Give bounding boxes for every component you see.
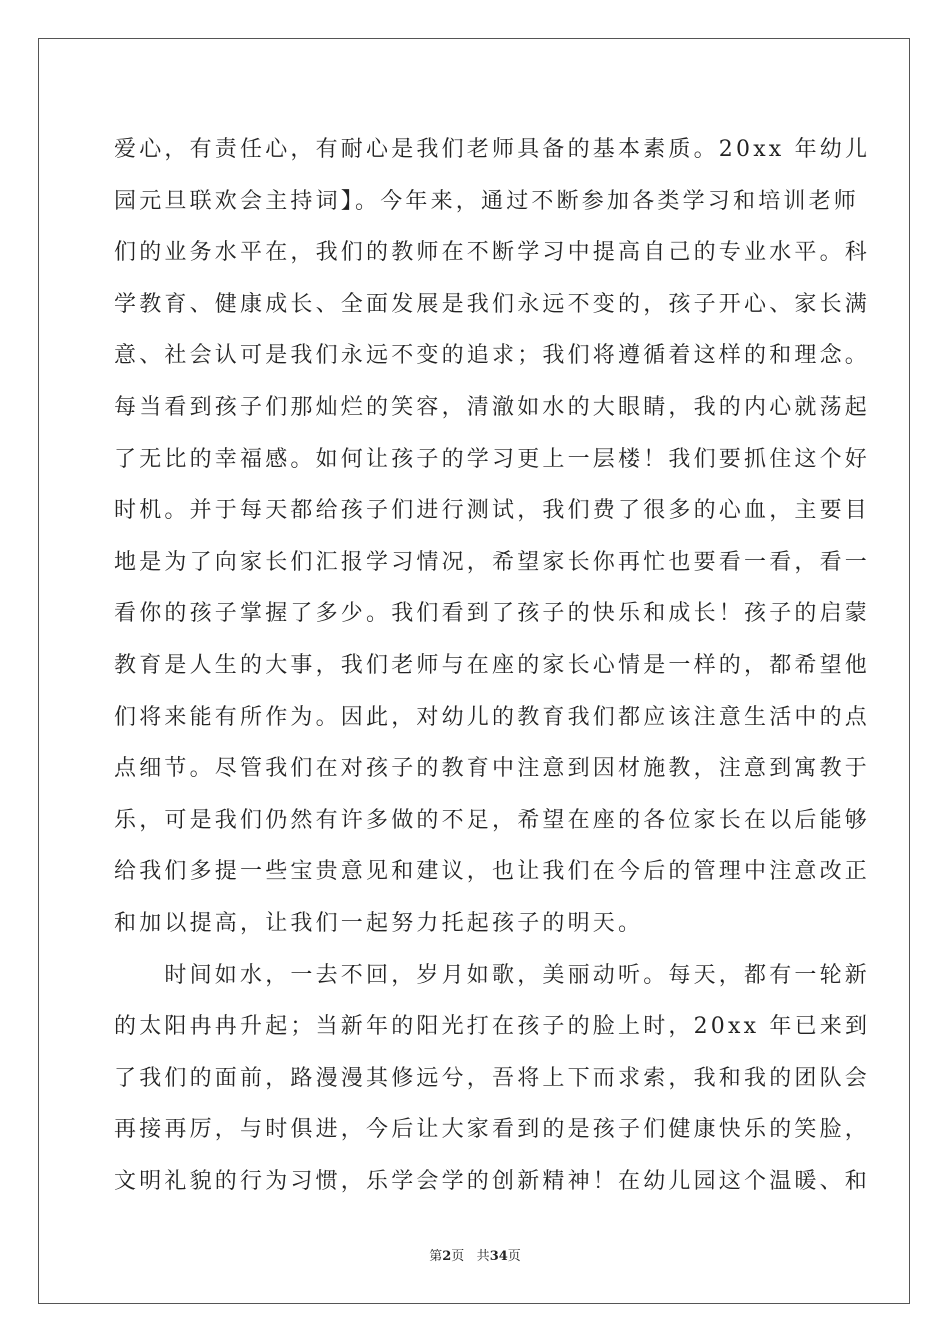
text-line: 点细节。尽管我们在对孩子的教育中注意到因材施教，注意到寓教于 xyxy=(114,756,871,782)
text-line: 地是为了向家长们汇报学习情况，希望家长你再忙也要看一看，看一 xyxy=(114,549,871,575)
text-line: 学教育、健康成长、全面发展是我们永远不变的，孩子开心、家长满 xyxy=(114,291,871,317)
text-line: 爱心，有责任心，有耐心是我们老师具备的基本素质。20xx 年幼儿 xyxy=(114,137,871,162)
text-line: 文明礼貌的行为习惯，乐学会学的创新精神！在幼儿园这个温暖、和 xyxy=(114,1168,871,1194)
text-line: 园元旦联欢会主持词】。今年来，通过不断参加各类学习和培训老师 xyxy=(114,188,860,214)
document-body xyxy=(114,124,871,1207)
text-line: 每当看到孩子们那灿烂的笑容，清澈如水的大眼睛，我的内心就荡起 xyxy=(114,394,871,420)
text-line: 了无比的幸福感。如何让孩子的学习更上一层楼！我们要抓住这个好 xyxy=(114,446,871,472)
total-prefix: 共 xyxy=(476,1249,490,1264)
text-line: 了我们的面前，路漫漫其修远兮，吾将上下而求索，我和我的团队会 xyxy=(114,1065,871,1091)
text-line: 时机。并于每天都给孩子们进行测试，我们费了很多的心血，主要目 xyxy=(114,498,871,524)
text-line: 意、社会认可是我们永远不变的追求；我们将遵循着这样的和理念。 xyxy=(114,343,871,369)
text-line: 教育是人生的大事，我们老师与在座的家长心情是一样的，都希望他 xyxy=(114,652,871,678)
text-line: 乐，可是我们仍然有许多做的不足，希望在座的各位家长在以后能够 xyxy=(114,807,871,833)
text-line: 们将来能有所作为。因此，对幼儿的教育我们都应该注意生活中的点 xyxy=(114,704,871,730)
page-prefix: 第 xyxy=(429,1249,443,1264)
total-suffix: 页 xyxy=(507,1249,521,1264)
text-line: 的太阳冉冉升起；当新年的阳光打在孩子的脸上时，20xx 年已来到 xyxy=(114,1014,871,1040)
current-page-number: 2 xyxy=(442,1249,452,1264)
text-line: 给我们多提一些宝贵意见和建议，也让我们在今后的管理中注意改正 xyxy=(114,859,871,885)
text-line: 们的业务水平在，我们的教师在不断学习中提高自己的专业水平。科 xyxy=(114,240,871,266)
total-page-count: 34 xyxy=(489,1249,508,1264)
paragraph-first-line: 时间如水，一去不回，岁月如歌，美丽动听。每天，都有一轮新 xyxy=(114,962,871,988)
text-line: 再接再厉，与时俱进，今后让大家看到的是孩子们健康快乐的笑脸， xyxy=(114,1117,871,1143)
text-line: 和加以提高，让我们一起努力托起孩子的明天。 xyxy=(114,910,644,936)
text-line: 看你的孩子掌握了多少。我们看到了孩子的快乐和成长！孩子的启蒙 xyxy=(114,601,871,627)
page-number-footer xyxy=(0,1245,950,1264)
page-suffix: 页 xyxy=(451,1249,465,1264)
